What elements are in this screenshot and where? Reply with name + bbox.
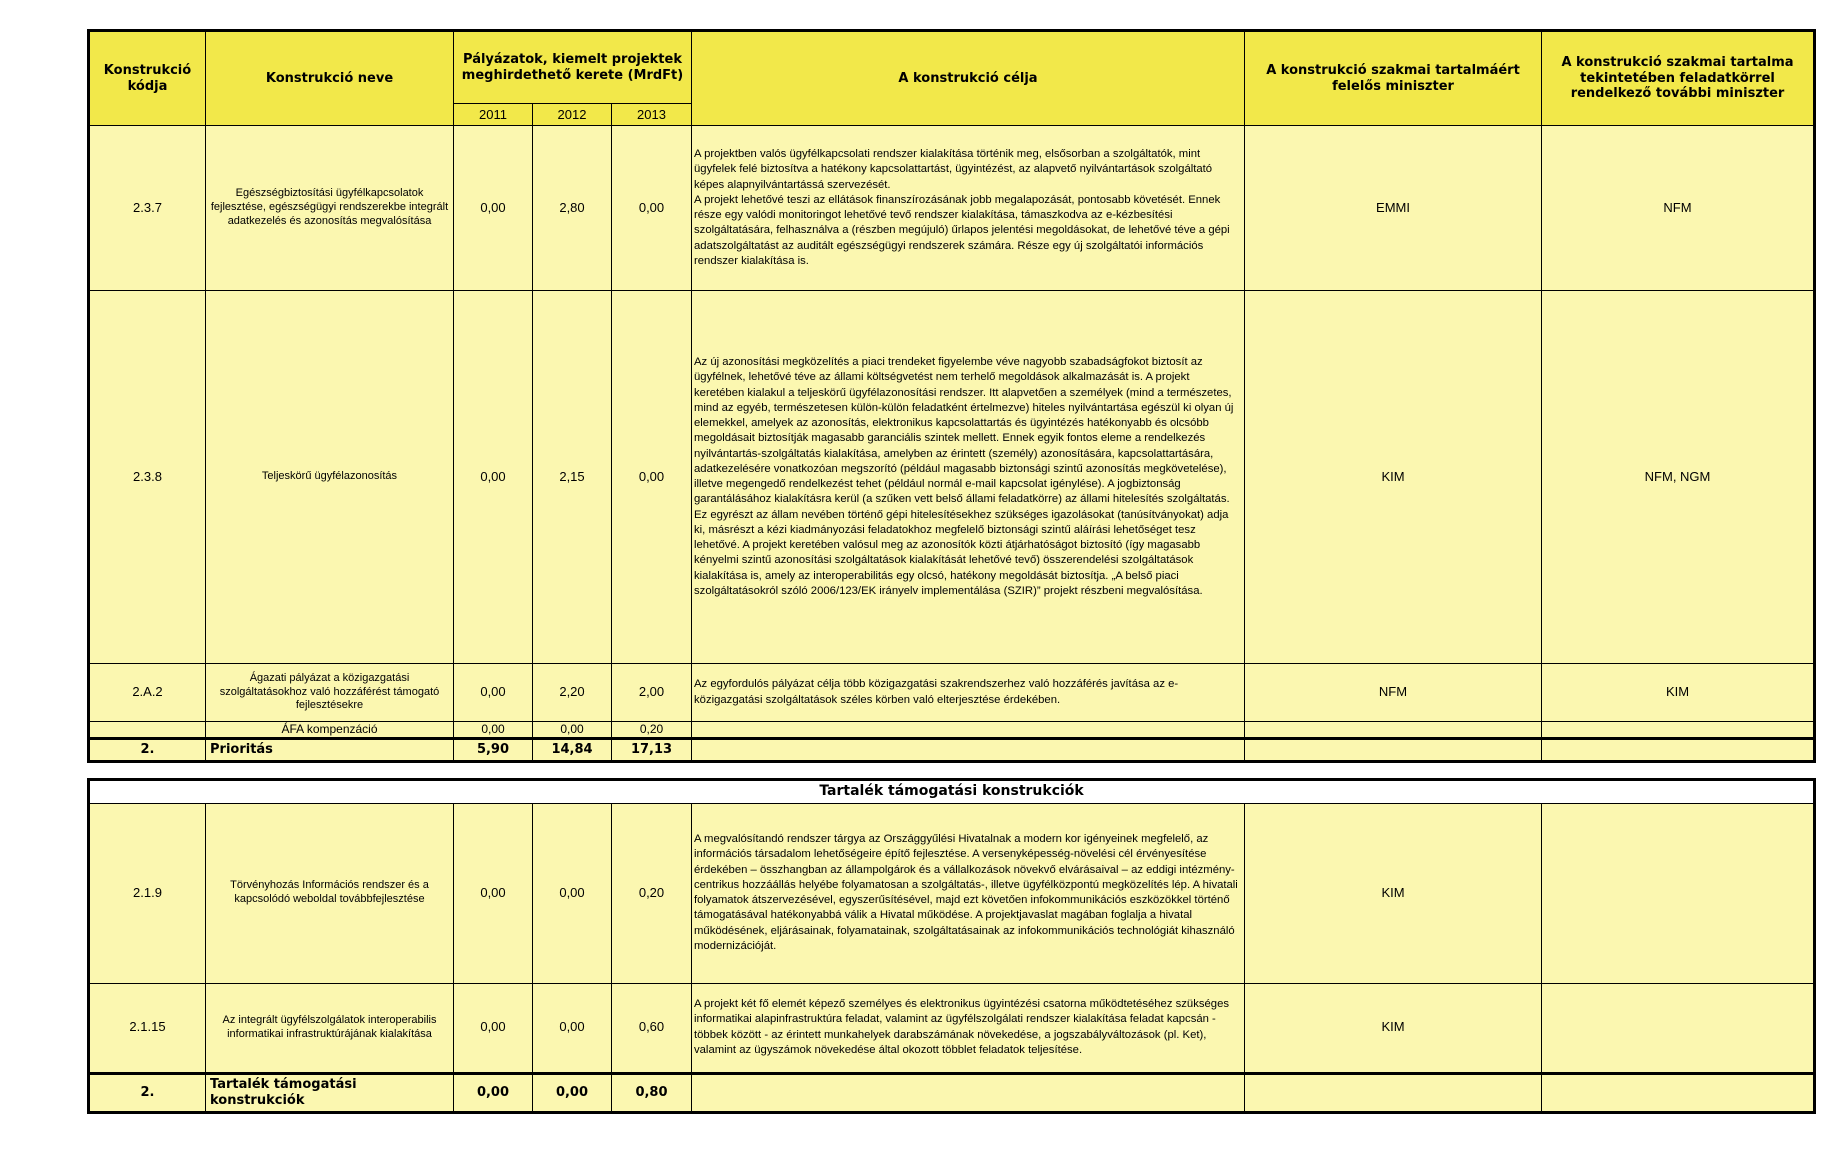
reserve-total-goal <box>692 1073 1245 1113</box>
afa-minister <box>1245 722 1542 739</box>
header-year-2012: 2012 <box>533 104 612 126</box>
row-goal: A projekt két fő elemét képező személyes és elektronikus ügyintézési csatorna működtetéséhez szükséges informatikai alapinfrastruktúra feladat, valamint az ügyfélszolgálati rendszer kialakítása feladat kapcsán - többek között - az érintett munkahelyek darabszámának növekedése, a jogszabályváltozások (pl. Ket), valamint az ügyszámok növekedése által okozott többlet feladatok teljesítése. <box>692 983 1245 1073</box>
afa-other <box>1542 722 1815 739</box>
row-value-2011: 0,00 <box>454 803 533 983</box>
reserve-total-label: Tartalék támogatási konstrukciók <box>206 1073 454 1113</box>
table-row <box>89 983 1815 1073</box>
header-year-2011: 2011 <box>454 104 533 126</box>
row-value-2013: 0,00 <box>612 291 692 664</box>
row-minister: KIM <box>1245 983 1542 1073</box>
row-value-2013: 0,00 <box>612 126 692 291</box>
priority-value-2011: 5,90 <box>454 739 533 762</box>
reserve-total-2011: 0,00 <box>454 1073 533 1113</box>
row-name: Teljeskörű ügyfélazonosítás <box>206 291 454 664</box>
priority-value-2013: 17,13 <box>612 739 692 762</box>
reserve-total-other <box>1542 1073 1815 1113</box>
header-name: Konstrukció neve <box>206 31 454 126</box>
priority-other <box>1542 739 1815 762</box>
row-name: Az integrált ügyfélszolgálatok interoperabilis informatikai infrastruktúrájának kialakítása <box>206 983 454 1073</box>
row-name: Ágazati pályázat a közigazgatási szolgáltatásokhoz való hozzáférést támogató fejlesztésekre <box>206 664 454 722</box>
construction-table <box>87 29 1816 763</box>
afa-value-2011: 0,00 <box>454 722 533 739</box>
header-other-minister: A konstrukció szakmai tartalma tekintetében feladatkörrel rendelkező további miniszter <box>1542 31 1815 126</box>
header-goal: A konstrukció célja <box>692 31 1245 126</box>
table-row <box>89 803 1815 983</box>
row-other-minister <box>1542 803 1815 983</box>
row-value-2012: 0,00 <box>533 803 612 983</box>
row-value-2012: 2,80 <box>533 126 612 291</box>
afa-value-2013: 0,20 <box>612 722 692 739</box>
row-value-2013: 0,60 <box>612 983 692 1073</box>
row-other-minister <box>1542 983 1815 1073</box>
reserve-total-code: 2. <box>89 1073 206 1113</box>
header-budget: Pályázatok, kiemelt projektek meghirdethető kerete (MrdFt) <box>454 31 692 104</box>
reserve-total-2012: 0,00 <box>533 1073 612 1113</box>
table-row <box>89 664 1815 722</box>
row-value-2012: 2,15 <box>533 291 612 664</box>
afa-row <box>89 722 1815 739</box>
row-minister: EMMI <box>1245 126 1542 291</box>
row-minister: KIM <box>1245 803 1542 983</box>
row-code: 2.1.15 <box>89 983 206 1073</box>
row-name: Egészségbiztosítási ügyfélkapcsolatok fejlesztése, egészségügyi rendszerekbe integrált adatkezelés és azonosítás megvalósítása <box>206 126 454 291</box>
afa-value-2012: 0,00 <box>533 722 612 739</box>
afa-label: ÁFA kompenzáció <box>206 722 454 739</box>
row-minister: KIM <box>1245 291 1542 664</box>
row-value-2011: 0,00 <box>454 664 533 722</box>
priority-value-2012: 14,84 <box>533 739 612 762</box>
row-goal: A megvalósítandó rendszer tárgya az Országgyűlési Hivatalnak a modern kor igényeinek megfelelő, az információs társadalom lehetőségeire építő fejlesztése. A versenyképesség-növelési cél érvényesítése érdekében – összhangban az állampolgárok és a vállalkozások növekvő elvárásaival – az eddigi intézmény-centrikus hozzáállás helyébe folyamatosan a szolgáltatás-, illetve ügyfélközpontú megközelítés lép. A hivatali folyamatok átszervezésével, egyszerűsítésével, majd ezt követően infokommunikációs eszközökkel történő támogatásával hatékonyabbá válik a Hivatal működése. A projektjavaslat magában foglalja a hivatal működésének, eljárásainak, folyamatainak, szolgáltatásainak az infokommunikációs technológiát kihasználó modernizációját. <box>692 803 1245 983</box>
row-other-minister: NFM <box>1542 126 1815 291</box>
priority-total-row <box>89 739 1815 762</box>
reserve-total-minister <box>1245 1073 1542 1113</box>
afa-goal <box>692 722 1245 739</box>
afa-code <box>89 722 206 739</box>
row-goal: Az egyfordulós pályázat célja több közigazgatási szakrendszerhez való hozzáférés javítása az e-közigazgatási szolgáltatások széles körben való elterjesztése érdekében. <box>692 664 1245 722</box>
row-value-2012: 0,00 <box>533 983 612 1073</box>
row-goal: A projektben valós ügyfélkapcsolati rendszer kialakítása történik meg, elsősorban a szolgáltatók, mint ügyfelek felé biztosítva a hatékony kapcsolattartást, ügyintézést, az alapvető nyilvántartások szolgáltató képes alapnyilvántartássá szervezését. A projekt lehetővé teszi az ellátások finanszírozásának jobb megalapozását, pontosabb követését. Ennek része egy valódi monitoringot lehetővé tevő rendszer kialakítása, támaszkodva az e-kézbesítési szolgáltatására, felhasználva a (részben megújuló) űrlapos jelentési megoldásokat, de lehetővé téve a gépi adatszolgáltatást az auditált egészségügyi rendszerek számára. Része egy új szolgáltatói információs rendszer kialakítása is. <box>692 126 1245 291</box>
reserve-total-row <box>89 1073 1815 1113</box>
priority-goal <box>692 739 1245 762</box>
row-code: 2.A.2 <box>89 664 206 722</box>
reserve-total-2013: 0,80 <box>612 1073 692 1113</box>
row-value-2011: 0,00 <box>454 291 533 664</box>
priority-code: 2. <box>89 739 206 762</box>
row-goal: Az új azonosítási megközelítés a piaci trendeket figyelembe véve nagyobb szabadságfokot biztosít az ügyfélnek, lehetővé téve az állami költségvetést nem terhelő megoldások alkalmazását is. A projekt keretében kialakul a teljeskörű ügyfélazonosítási rendszer. Itt alapvetően a személyek (mind a természetes, mind az egyéb, természetesen külön-külön feladatként értelmezve) hiteles nyilvántartása egészül ki olyan új elemekkel, amelyek az azonosítás, elektronikus kapcsolattartás és ügyintézés hatékonyabb és olcsóbb megoldásait biztosítják magasabb garanciális szintek mellett. Ennek egyik fontos eleme a rendelkezés nyilvántartás-szolgáltatás kialakítása, amelyben az érintett (személy) azonosítására, kapcsolattartására, adatkezelésére vonatkozóan megszorító (például magasabb biztonsági szintű azonosítás megkövetelése), illetve megengedő rendelkezést tehet (például normál e-mail kapcsolat igénylése). A jogbiztonság garantálásához kialakításra kerül (a szűken vett belső állami feladatkörre) az állami hitelesítés szolgáltatás. Ez egyrészt az állam nevében történő gépi hitelesítésekhez szükséges igazolásokat (tanúsítványokat) adja ki, másrészt a kézi kiadmányozási feladatokhoz megfelelő biztonsági szintű aláírási lehetőséget tesz lehetővé. A projekt keretében valósul meg az azonosítók közti átjárhatóságot biztosító (így magasabb kényelmi szintű azonosítási szolgáltatások kialakítását lehetővé tevő) összerendelési szolgáltatások kialakítása is, amely az interoperabilitás egy olcsó, hatékony megoldását biztosítja. „A belső piaci szolgáltatásokról szóló 2006/123/EK irányelv implementálása (SZIR)” projekt részbeni megvalósítása. <box>692 291 1245 664</box>
row-value-2012: 2,20 <box>533 664 612 722</box>
row-other-minister: KIM <box>1542 664 1815 722</box>
row-code: 2.3.8 <box>89 291 206 664</box>
reserve-title: Tartalék támogatási konstrukciók <box>89 780 1815 804</box>
row-code: 2.3.7 <box>89 126 206 291</box>
header-year-2013: 2013 <box>612 104 692 126</box>
reserve-table <box>87 778 1816 1114</box>
row-other-minister: NFM, NGM <box>1542 291 1815 664</box>
priority-minister <box>1245 739 1542 762</box>
table-row <box>89 291 1815 664</box>
table-row <box>89 126 1815 291</box>
row-value-2011: 0,00 <box>454 126 533 291</box>
row-minister: NFM <box>1245 664 1542 722</box>
row-value-2013: 0,20 <box>612 803 692 983</box>
row-value-2013: 2,00 <box>612 664 692 722</box>
row-name: Törvényhozás Információs rendszer és a kapcsolódó weboldal továbbfejlesztése <box>206 803 454 983</box>
row-code: 2.1.9 <box>89 803 206 983</box>
header-minister: A konstrukció szakmai tartalmáért felelős miniszter <box>1245 31 1542 126</box>
row-value-2011: 0,00 <box>454 983 533 1073</box>
priority-label: Prioritás <box>206 739 454 762</box>
header-code: Konstrukció kódja <box>89 31 206 126</box>
